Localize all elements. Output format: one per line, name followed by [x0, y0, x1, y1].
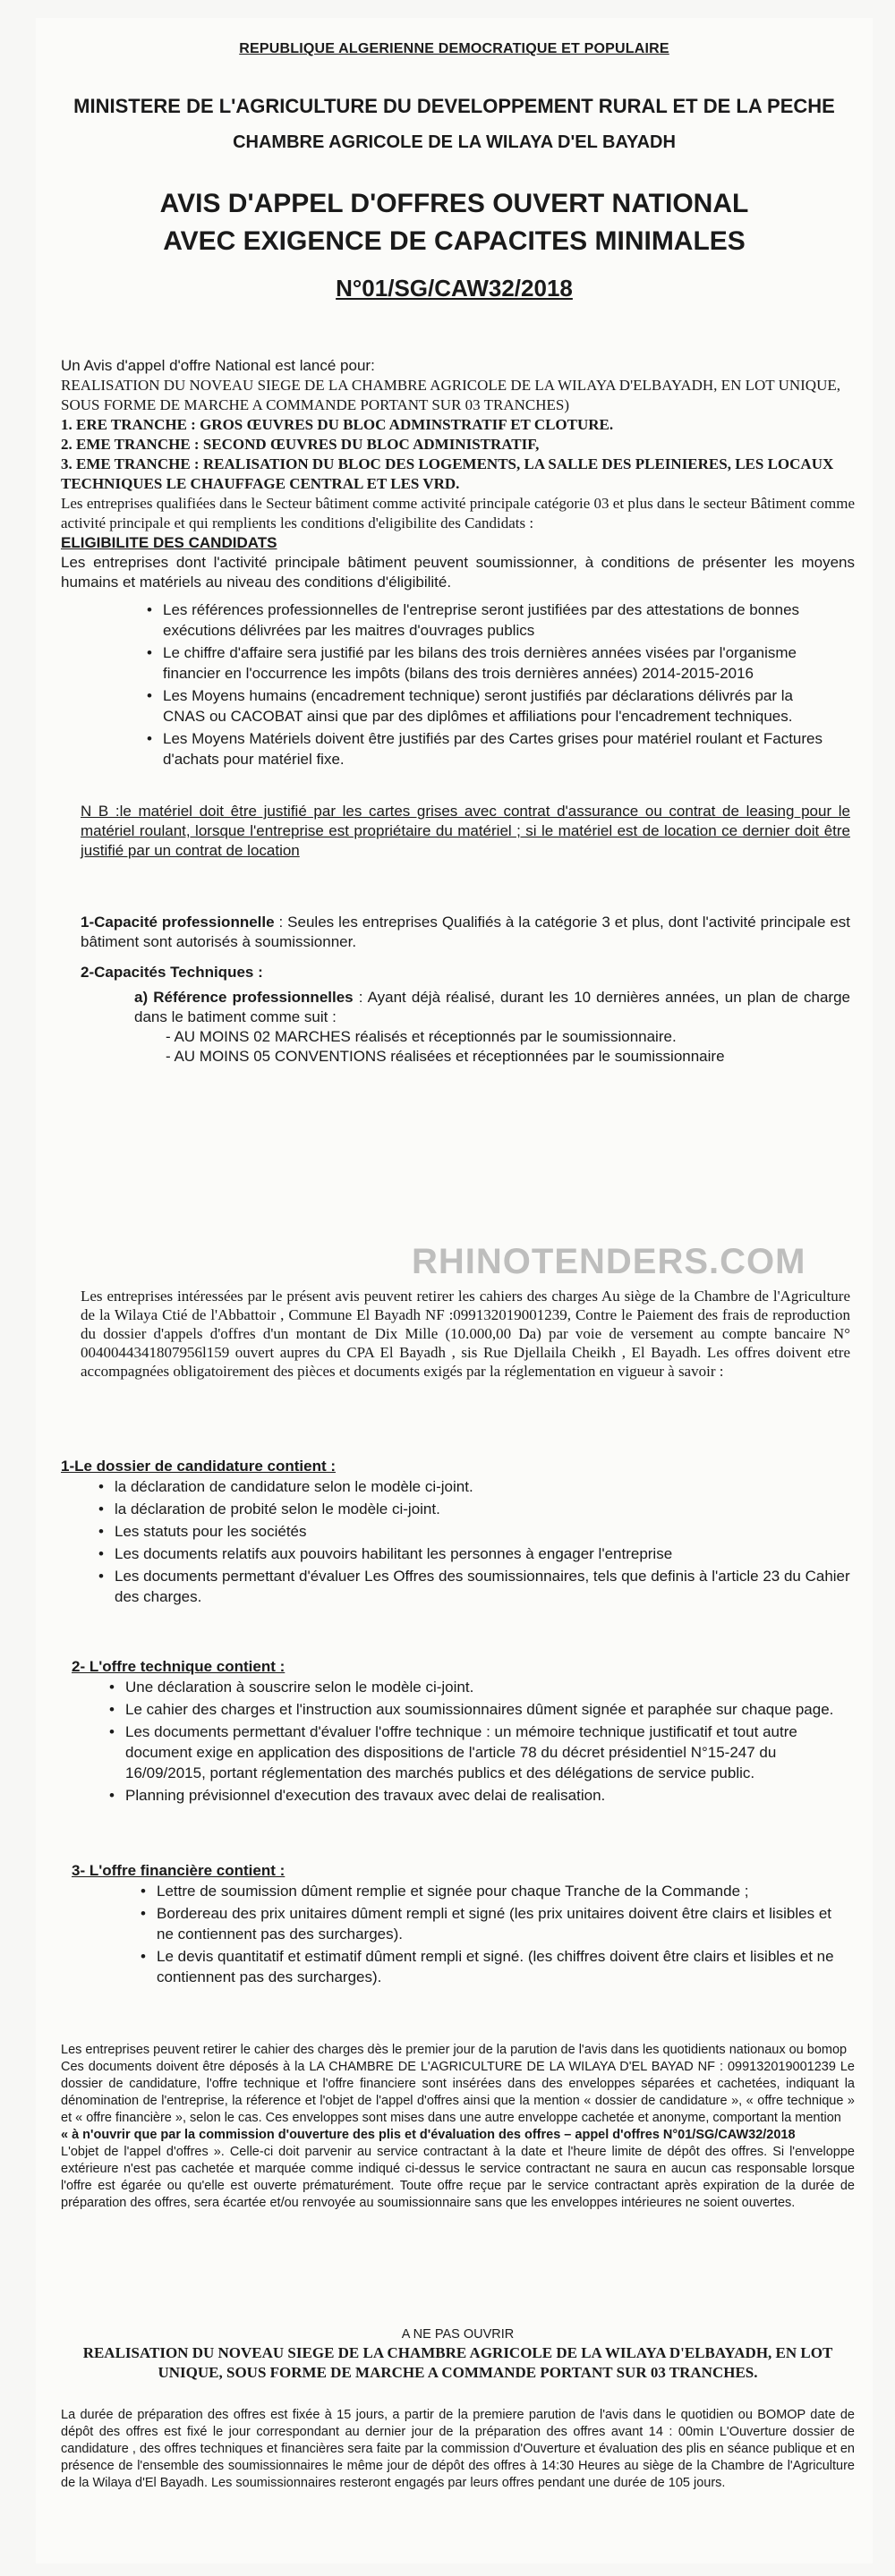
reference-item-2: - AU MOINS 05 CONVENTIONS réalisées et réceptionnées par le soumissionnaire — [166, 1048, 725, 1065]
final-section — [61, 2407, 855, 2492]
republic-heading: REPUBLIQUE ALGERIENNE DEMOCRATIQUE ET POPULAIRE — [239, 41, 669, 56]
deposit-paragraph-2: L'objet de l'appel d'offres ». Celle-ci doit parvenir au service contractant à la date et l'heure limite de dépôt des offres. Si l'enveloppe extérieure n'est pas cachetée et marquée comme indiqué ci-dessus le service contractant ne saura en aucun cas responsable lorsque l'offre est égarée ou qu'elle est ouverte prématurément. Toute offre reçue par le service contractant après expiration de la durée de préparation des offres, sera écartée et/ou renvoyée au soumissionnaire sans que les enveloppes intérieures ne soient ouvertes. — [61, 2145, 855, 2210]
withdrawal-text: Les entreprises intéressées par le présent avis peuvent retirer les cahiers des charges Au siège de la Chambre de l'Agriculture de la Wilaya Ctié de l'Abbattoir , Commune El Bayadh NF :099132019001239, Contre le Paiement des frais de reproduction du dossier d'appels d'offres d'un montant de Dix Mille (10.000,00 Da) par voie de versement au compte bancaire N° 0040044341807956l159 ouvert aupres du CPA El Bayadh , sis Rue Djellaila Cheikh , El Bayadh. Les offres doivent etre accompagnées obligatoirement des pièces et documents exigés par la réglementation en vigueur à savoir : — [81, 1288, 850, 1380]
list-item: • Lettre de soumission dûment remplie et signée pour chaque Tranche de la Commande ; — [157, 1881, 850, 1901]
tranche-3: 3. EME TRANCHE : REALISATION DU BLOC DES LOGEMENTS, LA SALLE DES PLEINIERES, LES LOCAUX TECHNIQUES LE CHAUFFAGE CENTRAL ET LES VRD. — [61, 455, 834, 492]
list-item: • Le chiffre d'affaire sera justifié par les bilans des trois dernières années visées par l'organisme financier en l'occurrence les impôts (bilans des trois dernières années) 2014-2015-2016 — [163, 642, 837, 684]
eligibility-heading: ELIGIBILITE DES CANDIDATS — [61, 534, 277, 551]
list-item: • Les documents relatifs aux pouvoirs habilitant les personnes à engager l'entreprise — [115, 1543, 850, 1564]
deposit-section — [61, 2042, 855, 2212]
closing-section — [61, 2326, 855, 2383]
notice-reference: N°01/SG/CAW32/2018 — [336, 275, 573, 302]
deposit-line: Les entreprises peuvent retirer le cahier des charges dès le premier jour de la parution de l'avis dans les quotidients nationaux ou bomop — [61, 2043, 848, 2057]
project-object: REALISATION DU NOVEAU SIEGE DE LA CHAMBRE AGRICOLE DE LA WILAYA D'ELBAYADH, EN LOT UNIQUE, SOUS FORME DE MARCHE A COMMANDE PORTANT SUR 03 TRANCHES) — [61, 377, 840, 413]
list-item: • la déclaration de candidature selon le modèle ci-joint. — [115, 1476, 850, 1497]
closing-object: REALISATION DU NOVEAU SIEGE DE LA CHAMBRE AGRICOLE DE LA WILAYA D'ELBAYADH, EN LOT UNIQUE, SOUS FORME DE MARCHE A COMMANDE PORTANT SUR 03 TRANCHES. — [82, 2344, 833, 2381]
tender-notice — [36, 18, 873, 2563]
deposit-paragraph: Ces documents doivent être déposés à la LA CHAMBRE DE L'AGRICULTURE DE LA WILAYA D'EL BAYAD NF : 099132019001239 Le dossier de candidature, l'offre technique et l'offre financiere sont insérées dans des enveloppes séparées et cachetées, indiquant la dénomination de l'entreprise, la réference et l'objet de l'appel d'offres ainsi que la mention « dossier de candidature », « offre technique » et « offre financière », selon le cas. Ces enveloppes sont mises dans une autre enveloppe cachetée et anonyme, comportant la mention — [61, 2060, 855, 2125]
do-not-open: A NE PAS OUVRIR — [401, 2327, 515, 2342]
intro-line: Un Avis d'appel d'offre National est lancé pour: — [61, 357, 375, 374]
list-item: • Les Moyens humains (encadrement technique) seront justifiés par déclarations délivrés par la CNAS ou CACOBAT ainsi que par des diplômes et affiliations pour l'encadrement techniques. — [163, 685, 837, 727]
list-item: • Bordereau des prix unitaires dûment rempli et signé (les prix unitaires doivent être clairs et lisibles et ne contiennent pas des surcharges). — [157, 1903, 850, 1944]
eligibility-list — [136, 599, 837, 771]
list-item: • Les statuts pour les sociétés — [115, 1521, 850, 1542]
final-paragraph: La durée de préparation des offres est fixée à 15 jours, a partir de la premiere parution de l'avis dans le quotidien ou BOMOP date de dépôt des offres est fixé le jour correspondant au dernier jour de la préparation des offres avant 14 : 00min L'Ouverture dossier de candidature , des offres techniques et financières sera faite par la commission d'Ouverture et évaluation des plis en séance publique et en présence de l'ensemble des soumissionnaires le même jour de dépôt des offres à 14:30 Heures au siège de la Chambre de l'Agriculture de la Wilaya d'El Bayadh. Les soumissionnaires resteront engagés par leurs offres pendant une durée de 105 jours. — [61, 2408, 855, 2490]
watermark: RHINOTENDERS.COM — [412, 1242, 806, 1281]
reference-text: : Ayant déjà réalisé, durant les 10 dernières années, un plan de charge dans le batiment comme suit : — [134, 989, 850, 1025]
title-line-1: AVIS D'APPEL D'OFFRES OUVERT NATIONAL — [159, 189, 749, 218]
tranche-2: 2. EME TRANCHE : SECOND ŒUVRES DU BLOC ADMINISTRATIF, — [61, 436, 540, 453]
list-item: • Les références professionnelles de l'entreprise seront justifiées par des attestations de bonnes exécutions délivrées par les maitres d'ouvrages publics — [163, 599, 837, 641]
financiere-section — [72, 1861, 850, 1989]
capacity-tech-label: 2-Capacités Techniques : — [81, 964, 263, 981]
reference-item-1: - AU MOINS 02 MARCHES réalisés et réceptionnés par le soumissionnaire. — [166, 1028, 677, 1045]
list-item: • Une déclaration à souscrire selon le modèle ci-joint. — [125, 1677, 850, 1697]
list-item: • Les documents permettant d'évaluer l'offre technique : un mémoire technique justificatif et tout autre document exige en application des dispositions de l'article 78 du décret présidentiel N°15-247 du 16/09/2015, portant réglementation des marchés publics et des délégations de service public. — [125, 1722, 850, 1783]
technique-section — [72, 1657, 850, 1807]
capacities-section — [81, 913, 850, 1067]
eligibility-text: Les entreprises dont l'activité principale bâtiment peuvent soumissionner, à conditions de présenter les moyens humains et matériels au niveau des conditions d'éligibilité. — [61, 554, 855, 591]
deposit-mention: « à n'ouvrir que par la commission d'ouverture des plis et d'évaluation des offres – appel d'offres N°01/SG/CAW32/2018 — [61, 2128, 796, 2142]
dossier-section — [61, 1457, 850, 1609]
financiere-heading: 3- L'offre financière contient : — [72, 1862, 286, 1879]
capacity-pro-label: 1-Capacité professionnelle — [81, 914, 275, 931]
list-item: • Le cahier des charges et l'instruction aux soumissionnaires dûment signée et paraphée sur chaque page. — [125, 1699, 850, 1720]
reference-label: a) Référence professionnelles — [134, 989, 354, 1006]
list-item: • Les Moyens Matériels doivent être justifiés par des Cartes grises pour matériel roulant et Factures d'achats pour matériel fixe. — [163, 728, 837, 769]
capacity-pro-text: : Seules les entreprises Qualifiés à la catégorie 3 et plus, dont l'activité principale est bâtiment sont autorisés à soumissionner. — [81, 914, 851, 950]
chamber-heading: CHAMBRE AGRICOLE DE LA WILAYA D'EL BAYADH — [233, 132, 676, 152]
ministry-heading: MINISTERE DE L'AGRICULTURE DU DEVELOPPEMENT RURAL ET DE LA PECHE — [73, 95, 835, 117]
list-item: • Planning prévisionnel d'execution des travaux avec delai de realisation. — [125, 1785, 850, 1806]
nb-text: N B :le matériel doit être justifié par les cartes grises avec contrat d'assurance ou contrat de leasing pour le matériel roulant, lorsque l'entreprise est propriétaire du matériel ; si le matériel est de location ce dernier doit être justifié par un contrat de location — [81, 803, 850, 859]
nb-note — [81, 802, 850, 861]
list-item: • la déclaration de probité selon le modèle ci-joint. — [115, 1499, 850, 1519]
withdrawal-section — [81, 1287, 850, 1381]
notice-title — [36, 185, 873, 260]
technique-heading: 2- L'offre technique contient : — [72, 1658, 286, 1675]
dossier-heading: 1-Le dossier de candidature contient : — [61, 1458, 337, 1475]
list-item: • Le devis quantitatif et estimatif dûment rempli et signé. (les chiffres doivent être clairs et lisibles et ne contiennent pas des surcharges). — [157, 1946, 850, 1987]
intro-section — [61, 356, 855, 592]
notice-header — [36, 18, 873, 302]
list-item: • Les documents permettant d'évaluer Les Offres des soumissionnaires, tels que definis à l'article 23 du Cahier des charges. — [115, 1566, 850, 1607]
tranche-1: 1. ERE TRANCHE : GROS ŒUVRES DU BLOC ADMINSTRATIF ET CLOTURE. — [61, 416, 614, 433]
qualified-text: Les entreprises qualifiées dans le Secteur bâtiment comme activité principale catégorie 03 et plus dans le secteur Bâtiment comme activité principale et qui remplients les conditions d'eligibilite des Candidats : — [61, 495, 855, 531]
title-line-2: AVEC EXIGENCE DE CAPACITES MINIMALES — [163, 226, 746, 256]
